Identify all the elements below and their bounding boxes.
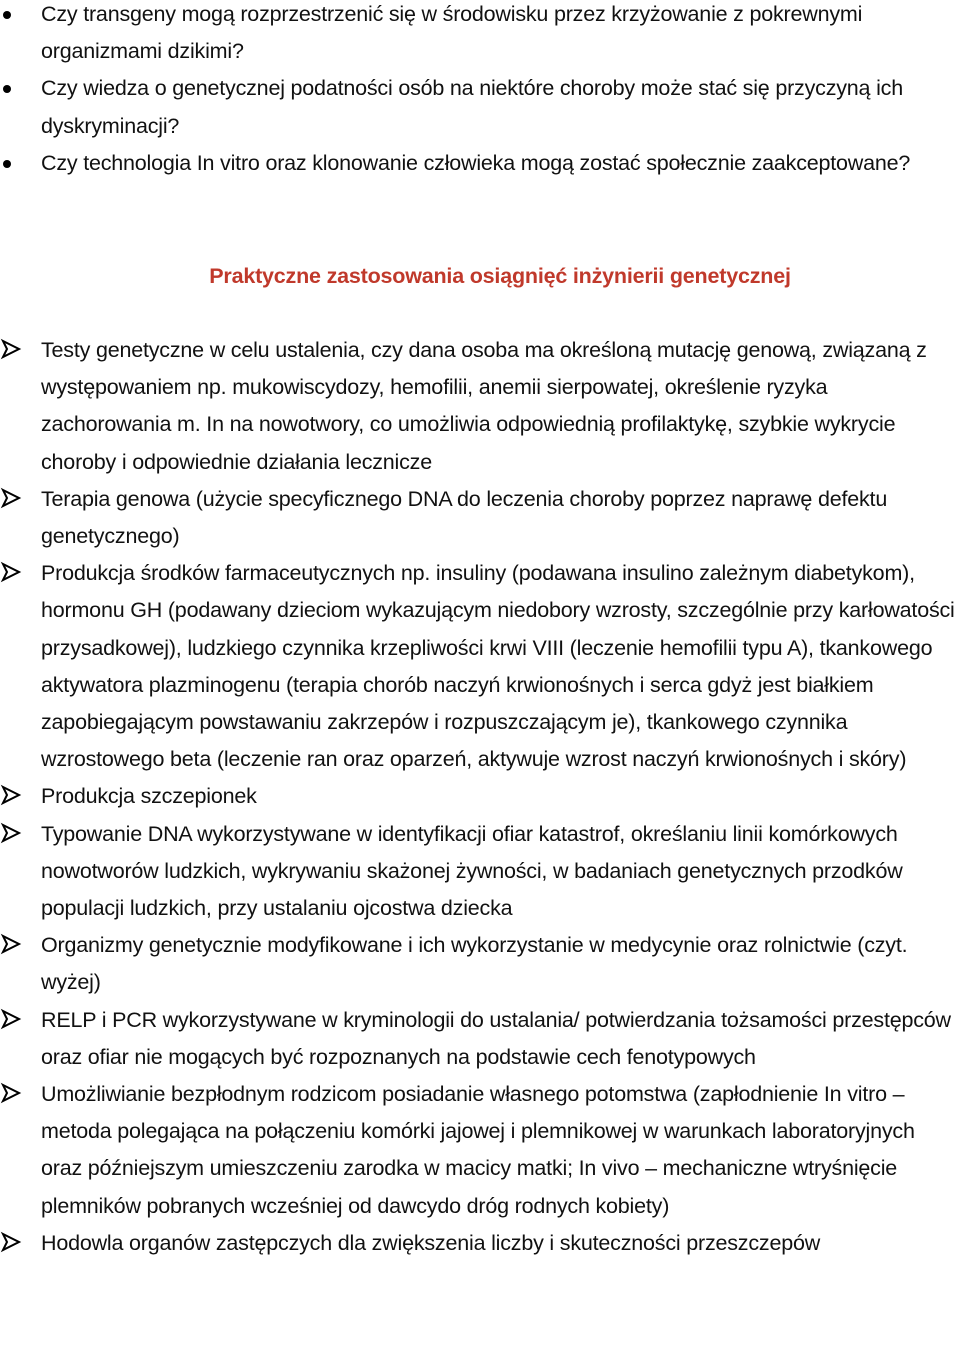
- bullet-dot-icon: [0, 145, 30, 182]
- arrowhead-icon: [0, 1002, 30, 1039]
- arrowhead-icon: [0, 555, 30, 592]
- arrowhead-icon: [0, 1225, 30, 1262]
- application-text: Hodowla organów zastępczych dla zwiększenia liczby i skuteczności przeszczepów: [41, 1230, 821, 1255]
- application-text: Terapia genowa (użycie specyficznego DNA do leczenia choroby poprzez naprawę defektu genetycznego): [41, 486, 888, 549]
- list-item: [0, 1002, 960, 1076]
- arrowhead-icon: [0, 778, 30, 815]
- section-heading: Praktyczne zastosowania osiągnięć inżynierii genetycznej: [209, 264, 791, 288]
- list-item: [0, 0, 960, 70]
- applications-list: [0, 332, 960, 1262]
- questions-list: [0, 0, 960, 182]
- bullet-dot-icon: [0, 0, 30, 33]
- list-item: [0, 1225, 960, 1262]
- application-text: Produkcja środków farmaceutycznych np. insuliny (podawana insulino zależnym diabetykom), hormonu GH (podawany dzieciom wykazującym niedobory wzrosty, szczególnie przy karłowatości przysadkowej), ludzkiego czynnika krzepliwości krwi VIII (leczenie hemofilii typu A), tkankowego aktywatora plazminogenu (terapia chorób naczyń krwionośnych i serca gdyż jest białkiem zapobiegającym powstawaniu zakrzepów i rozpuszczającym je), tkankowego czynnika wzrostowego beta (leczenie ran oraz oparzeń, aktywuje wzrost naczyń krwionośnych i skóry): [41, 561, 955, 772]
- list-item: [0, 555, 960, 778]
- question-text: Czy transgeny mogą rozprzestrzenić się w środowisku przez krzyżowanie z pokrewnymi organizmami dzikimi?: [41, 2, 863, 64]
- arrowhead-icon: [0, 332, 30, 369]
- list-item: [0, 70, 960, 144]
- arrowhead-icon: [0, 927, 30, 964]
- application-text: Organizmy genetycznie modyfikowane i ich wykorzystanie w medycynie oraz rolnictwie (czyt. wyżej): [41, 933, 908, 995]
- list-item: [0, 1076, 960, 1225]
- application-text: RELP i PCR wykorzystywane w kryminologii do ustalania/ potwierdzania tożsamości przestępców oraz ofiar nie mogących być rozpoznanych na podstawie cech fenotypowych: [41, 1007, 951, 1069]
- list-item: [0, 145, 960, 182]
- application-text: Testy genetyczne w celu ustalenia, czy dana osoba ma określoną mutację genową, związaną z występowaniem np. mukowiscydozy, hemofilii, anemii sierpowatej, określenie ryzyka zachorowania m. In na nowotwory, co umożliwia odpowiednią profilaktykę, szybkie wykrycie choroby i odpowiednie działania lecznicze: [41, 338, 927, 474]
- arrowhead-icon: [0, 1076, 30, 1113]
- question-text: Czy wiedza o genetycznej podatności osób na niektóre choroby może stać się przyczyną ich dyskryminacji?: [41, 76, 903, 138]
- list-item: [0, 481, 960, 555]
- bullet-dot-icon: [0, 70, 30, 107]
- list-item: [0, 332, 960, 481]
- list-item: [0, 927, 960, 1001]
- arrowhead-icon: [0, 481, 30, 518]
- question-text: Czy technologia In vitro oraz klonowanie człowieka mogą zostać społecznie zaakceptowane?: [41, 150, 911, 175]
- application-text: Produkcja szczepionek: [41, 784, 257, 809]
- list-item: [0, 778, 960, 815]
- application-text: Typowanie DNA wykorzystywane w identyfikacji ofiar katastrof, określaniu linii komórkowych nowotworów ludzkich, wykrywaniu skażonej żywności, w badaniach genetycznych przodków populacji ludzkich, przy ustalaniu ojcostwa dziecka: [41, 821, 903, 921]
- list-item: [0, 816, 960, 928]
- arrowhead-icon: [0, 816, 30, 853]
- application-text: Umożliwianie bezpłodnym rodzicom posiadanie własnego potomstwa (zapłodnienie In vitro – metoda polegająca na połączeniu komórki jajowej i plemnikowej w warunkach laboratoryjnych oraz późniejszym umieszczeniu zarodka w macicy matki; In vivo – mechaniczne wtryśnięcie plemników pobranych wcześniej od dawcydo dróg rodnych kobiety): [41, 1082, 915, 1218]
